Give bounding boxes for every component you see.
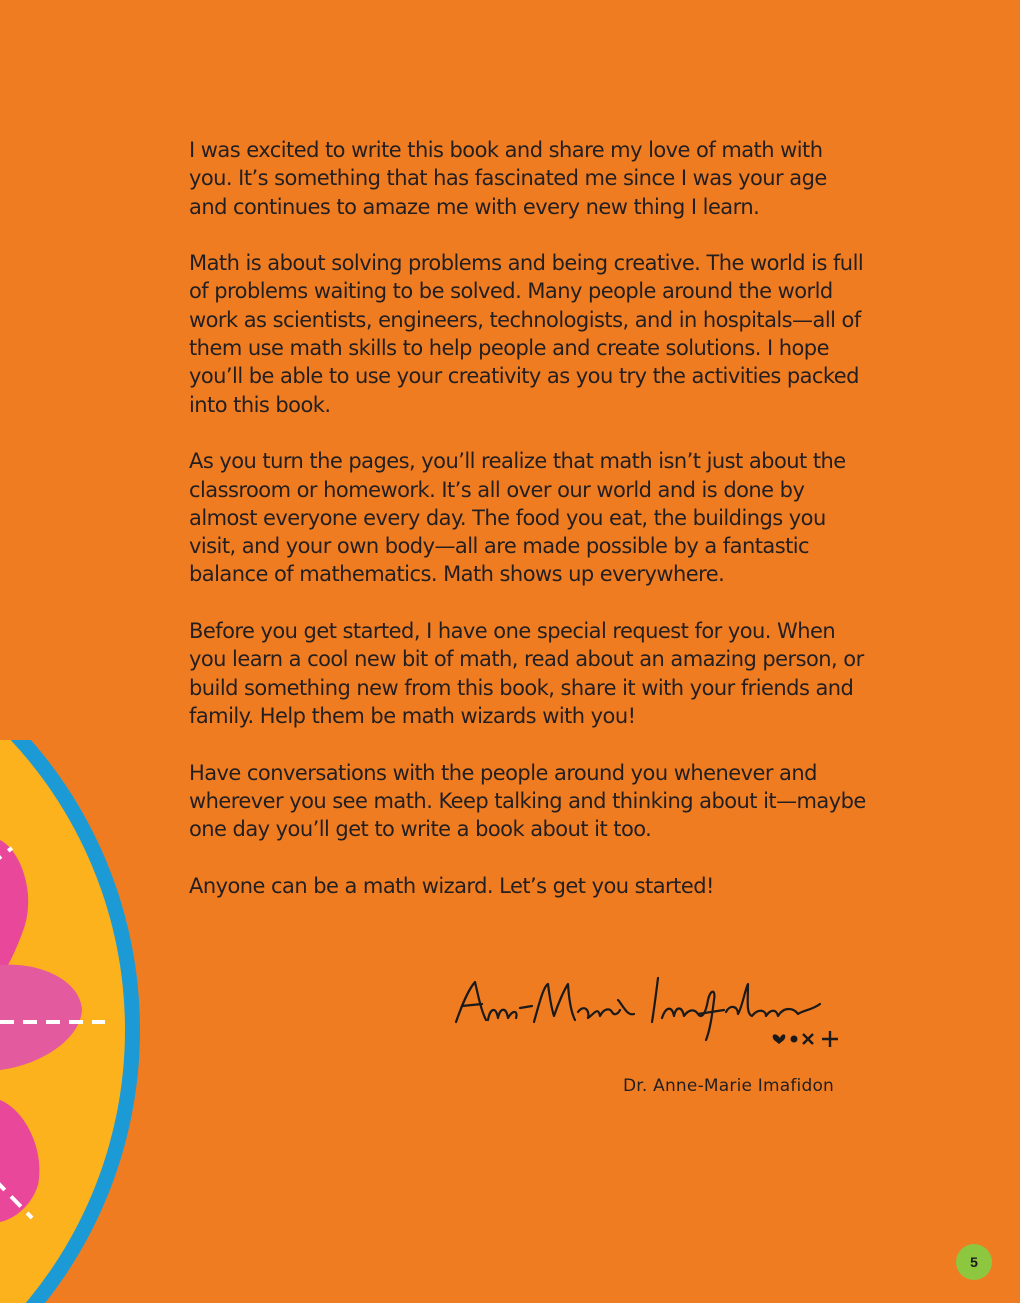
letter-paragraph: Before you get started, I have one special request for you. When you learn a cool new bit of math, read about an amazing person, or build something new from this book, share it with your friends and family. Help them be math wizards with you! [189,619,864,728]
letter-body [189,136,869,928]
handwritten-signature [448,960,878,1050]
letter-paragraph: Have conversations with the people around you whenever and wherever you see math. Keep talking and thinking about it—maybe one day you’ll get to write a book about it too. [189,760,866,842]
flower-circle-illustration [0,740,170,1303]
letter-paragraph: I was excited to write this book and share my love of math with you. It’s something that has fascinated me since I was your age and continues to amaze me with every new thing I learn. [189,138,827,219]
letter-paragraph: Anyone can be a math wizard. Let’s get you started! [189,873,714,898]
letter-paragraph: As you turn the pages, you’ll realize that math isn’t just about the classroom or homework. It’s all over our world and is done by almost everyone every day. The food you eat, the buildings you visit, and your own body—all are made possible by a fantastic balance of mathematics. Math shows up everywhere. [189,449,846,587]
page-number-badge: 5 [956,1244,992,1280]
letter-paragraph: Math is about solving problems and being creative. The world is full of problems waiting to be solved. Many people around the world work as scientists, engineers, technologists, and in hospitals—all of them use math skills to help people and create solutions. I hope you’ll be able to use your creativity as you try the activities packed into this book. [189,251,864,417]
author-name: Dr. Anne-Marie Imafidon [623,1076,835,1096]
